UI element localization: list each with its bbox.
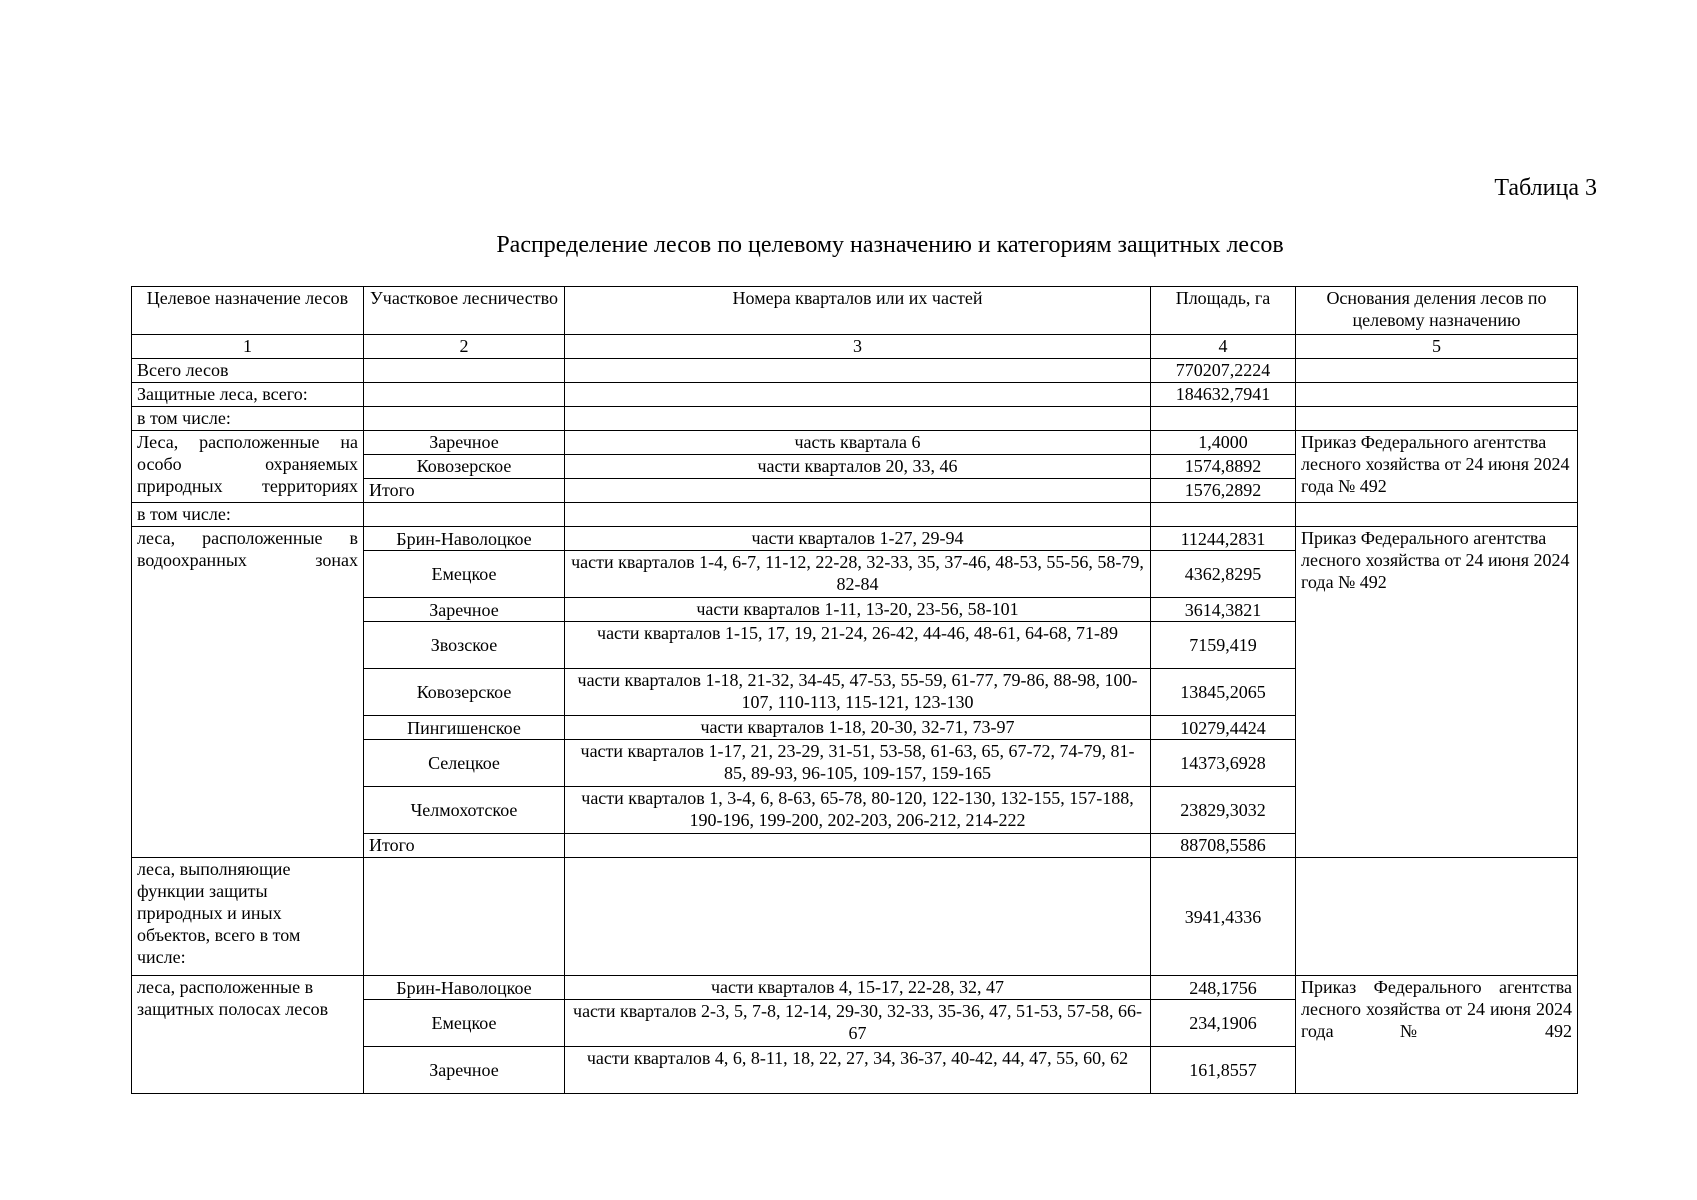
- header-purpose: Целевое назначение лесов: [132, 287, 364, 335]
- area-value: 1,4000: [1151, 431, 1296, 455]
- area-value: 184632,7941: [1151, 383, 1296, 407]
- area-value: 23829,3032: [1151, 787, 1296, 834]
- area-value: 1574,8892: [1151, 455, 1296, 479]
- basis-text: Приказ Федерального агентства лесного хозяйства от 24 июня 2024 года № 492: [1296, 976, 1578, 1094]
- table-row: [132, 407, 1578, 431]
- quarters-list: части кварталов 1-4, 6-7, 11-12, 22-28, 32-33, 35, 37-46, 48-53, 55-56, 58-79, 82-84: [565, 551, 1151, 598]
- row-label: леса, выполняющие функции защиты природных и иных объектов, всего в том числе:: [132, 858, 364, 976]
- table-row: [132, 976, 1578, 1000]
- quarters-list: части кварталов 1-15, 17, 19, 21-24, 26-42, 44-46, 48-61, 64-68, 71-89: [565, 622, 1151, 669]
- quarters-list: части кварталов 1-18, 21-32, 34-45, 47-53, 55-59, 61-77, 79-86, 88-98, 100-107, 110-113, 115-121, 123-130: [565, 669, 1151, 716]
- area-value: 3941,4336: [1151, 858, 1296, 976]
- district-name: Челмохотское: [364, 787, 565, 834]
- category-label: [132, 527, 364, 858]
- row-label: в том числе:: [132, 503, 364, 527]
- area-value: 10279,4424: [1151, 716, 1296, 740]
- district-name: Ковозерское: [364, 455, 565, 479]
- district-name: Селецкое: [364, 740, 565, 787]
- col-number-1: 1: [132, 335, 364, 359]
- basis-text: Приказ Федерального агентства лесного хозяйства от 24 июня 2024 года № 492: [1296, 431, 1578, 503]
- subtotal-label: Итого: [364, 834, 565, 858]
- district-name: Емецкое: [364, 1000, 565, 1047]
- subtotal-label: Итого: [364, 479, 565, 503]
- col-number-2: 2: [364, 335, 565, 359]
- table-row: [132, 383, 1578, 407]
- row-label: в том числе:: [132, 407, 364, 431]
- area-value: 770207,2224: [1151, 359, 1296, 383]
- column-number-row: [132, 335, 1578, 359]
- document-title: Распределение лесов по целевому назначению и категориям защитных лесов: [496, 232, 1284, 258]
- district-name: Ковозерское: [364, 669, 565, 716]
- col-number-4: 4: [1151, 335, 1296, 359]
- header-basis: Основания деления лесов по целевому назначению: [1296, 287, 1578, 335]
- table-row: [132, 431, 1578, 455]
- table-row: [132, 858, 1578, 976]
- table-row: [132, 527, 1578, 551]
- area-value: 1576,2892: [1151, 479, 1296, 503]
- area-value: 14373,6928: [1151, 740, 1296, 787]
- table-number: Таблица 3: [1494, 175, 1597, 201]
- quarters-list: части кварталов 1-11, 13-20, 23-56, 58-101: [565, 598, 1151, 622]
- district-name: Брин-Наволоцкое: [364, 976, 565, 1000]
- table-row: [132, 503, 1578, 527]
- col-number-3: 3: [565, 335, 1151, 359]
- quarters-list: части кварталов 4, 6, 8-11, 18, 22, 27, 34, 36-37, 40-42, 44, 47, 55, 60, 62: [565, 1047, 1151, 1094]
- district-name: Звозское: [364, 622, 565, 669]
- quarters-list: часть квартала 6: [565, 431, 1151, 455]
- area-value: 88708,5586: [1151, 834, 1296, 858]
- row-label: Защитные леса, всего:: [132, 383, 364, 407]
- district-name: Заречное: [364, 431, 565, 455]
- row-label: Всего лесов: [132, 359, 364, 383]
- area-value: 11244,2831: [1151, 527, 1296, 551]
- area-value: 13845,2065: [1151, 669, 1296, 716]
- district-name: Заречное: [364, 1047, 565, 1094]
- table-row: [132, 359, 1578, 383]
- category-label: леса, расположенные в защитных полосах лесов: [132, 976, 364, 1094]
- header-district: Участковое лесничество: [364, 287, 565, 335]
- forest-distribution-table: [131, 286, 1578, 1094]
- quarters-list: части кварталов 4, 15-17, 22-28, 32, 47: [565, 976, 1151, 1000]
- district-name: Заречное: [364, 598, 565, 622]
- header-quarters: Номера кварталов или их частей: [565, 287, 1151, 335]
- col-number-5: 5: [1296, 335, 1578, 359]
- category-label: Леса, расположенные на особо охраняемых природных территориях: [132, 431, 364, 503]
- quarters-list: части кварталов 2-3, 5, 7-8, 12-14, 29-30, 32-33, 35-36, 47, 51-53, 57-58, 66-67: [565, 1000, 1151, 1047]
- area-value: 4362,8295: [1151, 551, 1296, 598]
- area-value: 234,1906: [1151, 1000, 1296, 1047]
- quarters-list: части кварталов 1-18, 20-30, 32-71, 73-97: [565, 716, 1151, 740]
- area-value: 3614,3821: [1151, 598, 1296, 622]
- header-row: [132, 287, 1578, 335]
- district-name: Емецкое: [364, 551, 565, 598]
- area-value: 248,1756: [1151, 976, 1296, 1000]
- header-area: Площадь, га: [1151, 287, 1296, 335]
- area-value: 7159,419: [1151, 622, 1296, 669]
- quarters-list: части кварталов 1-27, 29-94: [565, 527, 1151, 551]
- district-name: Брин-Наволоцкое: [364, 527, 565, 551]
- quarters-list: части кварталов 1-17, 21, 23-29, 31-51, 53-58, 61-63, 65, 67-72, 74-79, 81-85, 89-93, 96-105, 109-157, 159-165: [565, 740, 1151, 787]
- district-name: Пингишенское: [364, 716, 565, 740]
- category-label-text: леса, расположенные в водоохранных зонах: [137, 528, 358, 570]
- quarters-list: части кварталов 1, 3-4, 6, 8-63, 65-78, 80-120, 122-130, 132-155, 157-188, 190-196, 199-200, 202-203, 206-212, 214-222: [565, 787, 1151, 834]
- quarters-list: части кварталов 20, 33, 46: [565, 455, 1151, 479]
- basis-text: Приказ Федерального агентства лесного хозяйства от 24 июня 2024 года № 492: [1296, 527, 1578, 858]
- area-value: 161,8557: [1151, 1047, 1296, 1094]
